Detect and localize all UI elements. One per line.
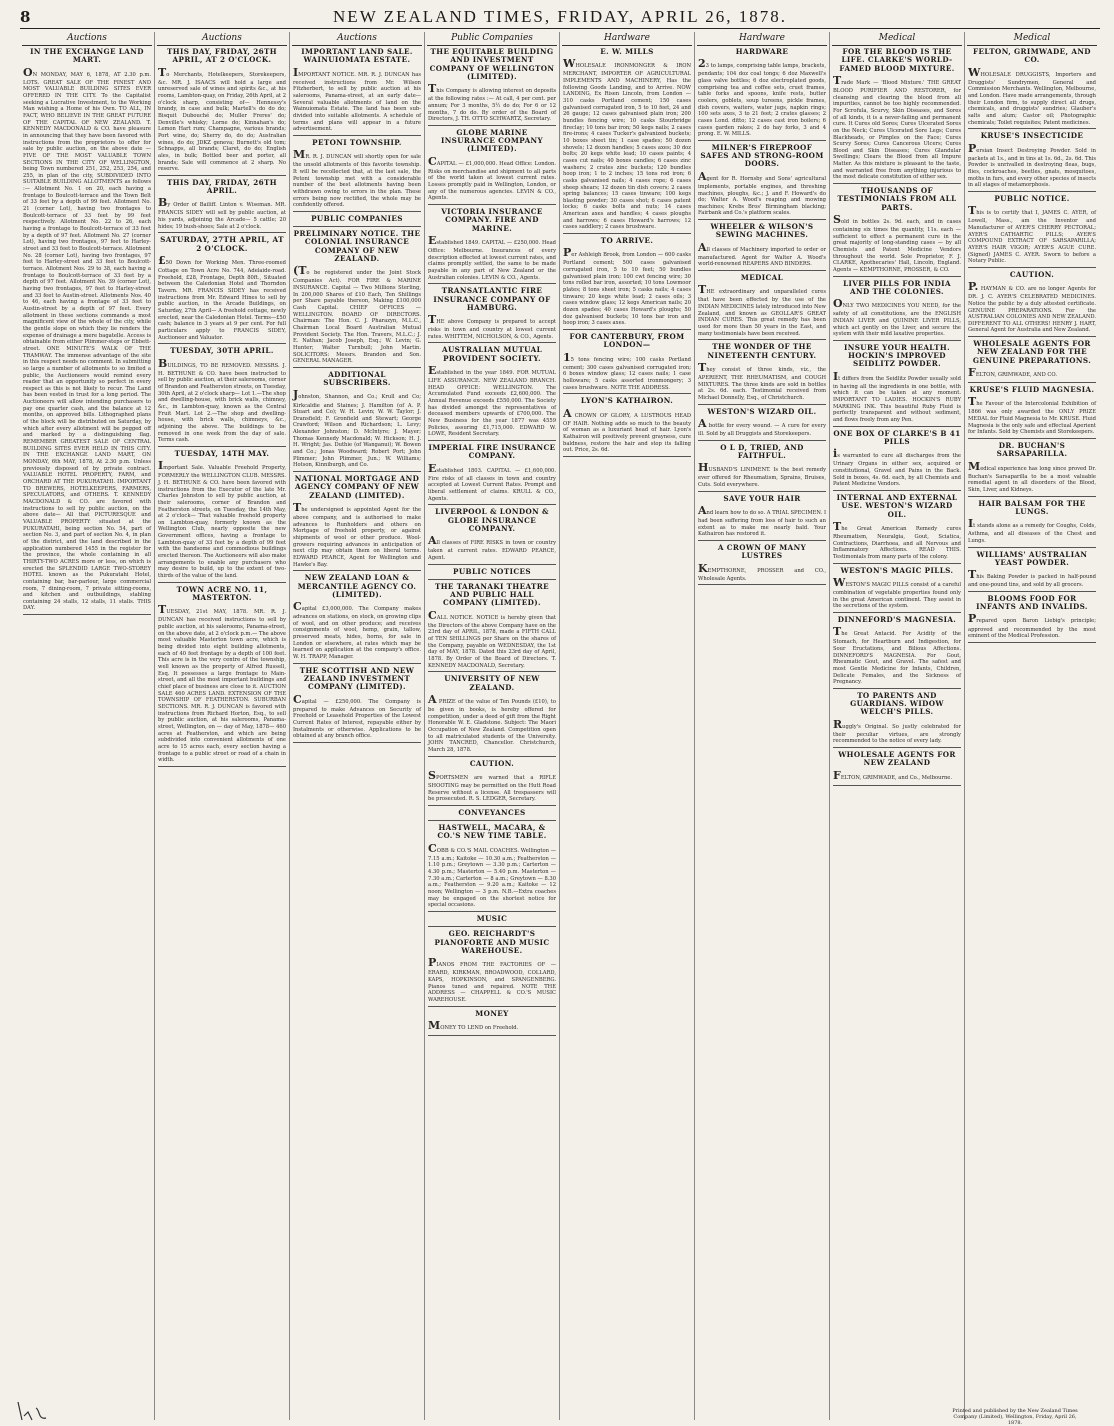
advertisement-body: ON MONDAY, MAY 6, 1878, AT 2.30 p.m. LOTS. GREAT SALE OF THE FINEST AND MOST VALUABLE BUILDING SITES EVER OFFERED IN THE CITY. To the Capitalist seeking a Lucrative Investment, to the Working Man wishing a Home of his Own. TO ALL, IN FACT, WHO BELIEVE IN THE GREAT FUTURE OF THE CAPITAL OF NEW ZEALAND. T. KENNEDY MACDONALD & CO. have pleasure in announcing that they have been favored with instructions from the proprietors to offer for sale by public auction, on the above date — FIVE OF THE MOST VALUABLE TOWN SECTIONS IN THE CITY OF WELLINGTON, being Town numbered 251, 252, 253, 254, and 255, in plan of the city, SUBDIVIDED INTO SUITABLE BUILDING ALLOTMENTS as follows :— Allotment No. 1 on 20, each having a frontage to Boulcott-terrace and the Town Belt of 33 feet by a depth of 99 feet. Allotment No. 21 (corner Lot), having two frontages to Boulcott-terrace of 33 feet by 99 feet respectively. Allotment No. 22 to 26, each having a frontage to Boulcott-terrace of 33 feet by a depth of 97 feet. Allotment No. 27 (corner Lot), having two frontages, 97 feet to Harley-street and 33 feet to Boulcott-terrace. Allotment No. 28 (corner Lot), having two frontages, 97 feet to Harley-street and 33 feet to Boulcott-terrace. Allotment Nos. 29 to 38, each having a frontage to Boulcott-terrace of 33 feet by a depth of 97 feet. Allotment No. 39 (corner Lot), having two frontages, 97 feet to Harley-street and 33 feet to Austin-street. Allotments Nos. 40 to 46, each having a frontage of 33 feet to Austin-street by a depth of 97 feet. Every allotment in these sections commands a most magnificent view of the whole of the city, while the gentle slope on which they lie renders the expense of drainage a mere bagatelle. Access is obtainable from either Plimmer-steps or Ebbett-street. ONE MINUTE'S WALK OF THE TRAMWAY. The immense advantage of the site in this respect needs no comment. In submitting so large a number of allotments to so limited a public, the Auctioneers would remind every reader that an opportunity so perfect in every respect as this is not likely to recur. The Land has been vested in trust for a long period. The Auctioneers will allow intending purchasers to pay one quarter cash, and the balance at 12 months, on approved bills. Lithographed plans of the block will be distributed on Saturday, by which after every allotment will be pegged off and marked by a distinguishing flag. REMEMBER GREATEST SALE OF CENTRAL BUILDING SITES EVER HELD IN THIS CITY. IN THE EXCHANGE LAND MART, ON MONDAY, 6th MAY, 1878, At 2.30 p.m. Unless previously disposed of by private contract. VALUABLE HOTEL PROPERTY, FARM, and ORCHARD AT THE PUKURATAHI. IMPORTANT TO BREWERS, HOTELKEEPERS, FARMERS, SPECULATORS, and OTHERS. T. KENNEDY MACDONALD & CO. are favored with instructions to sell by public auction, on the above date— All that PICTURESQUE and VALUABLE PROPERTY situated at the PUKURATAHI, being section No. 54, part of section No. 3, and part of section No. 4, in plan of the district, and the land described in the application numbered 1455 in the register for the province, the whole containing in all THIRTY-TWO ACRES more or less, on which is erected the SPLENDID LARGE TWO-STOREY HOTEL known as the Pukuratahi Hotel, containing bar, bar-parlour, large commercial room, 7 dining-room, 7 private sitting-rooms, and kitchen and outbuildings, stabling containing 24 stalls, 12 stalls, 11 stalls. THIS DAY. [23,65,151,612]
column-heading: Auctions [157,32,287,46]
advertisement-title: TUESDAY, 14TH MAY. [174,448,270,458]
imprint: Printed and published by the New Zealand Times Company (Limited), Wellington, Friday, April 26, 1878. [952,1408,1078,1426]
advertisement-body: KEMPTHORNE, PROSSER and CO., Wholesale Agents. [698,561,826,582]
advertisement-title: LIVER PILLS FOR INDIA AND THE COLONIES. [843,278,951,296]
advertisement-body: Established 1849. CAPITAL — £250,000. Head Office: Melbourne. Insurances of every description effected at lowest current rates, and claims promptly settled, the same to be made payable in any part of New Zealand or the Australian colonies. LEVIN & CO., Agents. [428,233,556,281]
advertisement-body: THE above Company is prepared to accept risks in town and country at lowest current rates. WHITTEM, NICHOLSON, & CO., Agents. [428,313,556,340]
advertisement-title: THIS DAY, FRIDAY, 26TH APRIL. [167,177,277,196]
advertisement-title: WHOLESALE AGENTS FOR NEW ZEALAND FOR THE GENUINE PREPARATIONS. [972,339,1092,365]
advertisement [968,500,1096,548]
advertisement-body: COBB & CO.'S MAIL COACHES. Wellington — 7.15 a.m.; Kaitoke — 10.30 a.m.; Featherston — 1.10 p.m.; Greytown — 3.30 p.m.; Carterton — 4.30 p.m.; Masterton — 5.40 p.m. Masterton — 7.30 a.m.; Carterton — 8 a.m.; Greytown — 8.30 a.m.; Featherston — 9.20 a.m.; Kaitoke — 12 noon; Wellington — 3 p.m. N.B.—Extra coaches may be engaged on the shortest notice for special occasions. [428,841,556,909]
advertisement-title: PUBLIC NOTICE. [994,193,1070,203]
advertisement-title: PUBLIC NOTICES [453,566,531,576]
advertisement-body: Sold in bottles 2s. 9d. each, and in cases containing six times the quantity, 11s. each — sufficient to effect a permanent cure in the great majority of long-standing cases — by all Chemists and Patent Medicine Vendors throughout the world. Sole Proprietor, F. J. CLARKE, Apothecaries' Hall, Lincoln, England. Agents — KEMPTHORNE, PROSSER, & CO. [833,212,961,273]
page-number: 8 [20,8,31,26]
advertisement-title: TOWN ACRE NO. 11, MASTERTON. [176,584,268,603]
column-heading: Public Companies [427,32,557,46]
advertisement-title: VICTORIA INSURANCE COMPANY. FIRE AND MARINE. [441,207,543,233]
advertisement-body: Trade Mark — 'Blood Mixture.' THE GREAT BLOOD PURIFIER AND RESTORER, for cleansing and clearing the blood from all impurities, cannot be too highly recommended. For Scrofula, Scurvy, Skin Diseases, and Sores of all kinds, it is a never-failing and permanent cure. It Cures old Sores; Cures Ulcerated Sores on the Neck; Cures Ulcerated Sore Legs; Cures Blackheads, or Pimples on the Face; Cures Scurvy Sores; Cures Cancerous Ulcers; Cures Blood and Skin Diseases; Cures Glandular Swellings; Clears the Blood from all Impure Matter. As this mixture is pleasant to the taste, and warranted free from anything injurious to the most delicate constitution of either sex. [833,73,961,181]
advertisement [698,495,826,541]
advertisement-title: KRUSE'S FLUID MAGNESIA. [969,385,1095,395]
advertisement-body: The Favour of the Intercolonial Exhibition of 1866 was only awarded the ONLY PRIZE MEDAL for Fluid Magnesia to Mr. KRUSE. Fluid Magnesia is the only safe and effectual Aperient for Infants. Sold by Chemists and Storekeepers. [968,395,1096,436]
advertisement [833,280,961,341]
advertisement [968,195,1096,268]
advertisement [833,430,961,491]
advertisement [158,586,286,767]
column-7 [830,32,965,1420]
advertisement-body: £50 Down for Working Men. Three-roomed Cottage on Town Acre No. 744, Adelaide-road. Freehold, £28, Frontage, Depth 80ft., Situated between the Caledonian Hotel and Thorndon Tavern. MR. FRANCIS SIDEY has received instructions from Mr. Edward Hines to sell by public auction, in the Arcade Buildings, on Saturday, 27th April— A freehold cottage, newly erected, near the Caledonian Hotel. Terms—£50 cash; balance in 3 years at 9 per cent. For full particulars apply to FRANCIS SIDEY, Auctioneer and Valuator. [158,254,286,341]
advertisement-title: HARDWARE [735,47,789,56]
advertisement [563,397,691,457]
advertisement [428,48,556,126]
advertisement-title: HAIR BALSAM FOR THE LUNGS. [978,498,1086,516]
advertisement-body: Important Sale. Valuable Freehold Property, FORMERLY the WELLINGTON CLUB. MESSRS. J. H. BETHUNE & CO. have been favored with instructions from the Executor of the late Mr. Charles Johnston to sell by public auction, at their salerooms, corner of Brandon and Featherston streets, on Tuesday, the 14th May, at 2 o'clock— That valuable freehold property on Lambton-quay, formerly known as the Wellington Club, nearly opposite the new Government offices, having a frontage to Lambton-quay of 33 feet by a depth of 99 feet with the handsome and commodious buildings erected thereon. The Auctioneers will also make arrangements to enable any purchasers who may desire to build, up to the extent of two-thirds of the value of the land. [158,459,286,580]
advertisement-body: Established 1803. CAPITAL — £1,600,000. Fire risks of all classes in town and country accepted at Lowest Current Rates. Prompt and liberal settlement of claims. KRULL & CO., Agents. [428,461,556,502]
advertisement-body: 15 tons fencing wire; 100 casks Portland cement; 300 cases galvanised corrugated iron; 6 boxes window glass; 12 cases nails; 1 case holloware; 5 casks assorted ironmongery; 3 cases brushware. NOTE THE ADDRESS. [563,350,691,391]
advertisement-body: HUSBAND'S LINIMENT. Is the best remedy ever offered for Rheumatism, Sprains, Bruises, Cuts. Sold everywhere. [698,461,826,488]
advertisement-body: Capital £3,000,000. The Company makes advances on stations, on stock, on growing clips of wool, and on other produce; and receives consignments of wool, hemp, grain, tallow, preserved meats, hides, horns, for sale in London or elsewhere, at rates which may be learned on application at the company's office. W. H. TRAPP, Manager. [293,600,421,661]
advertisement-title: IN THE EXCHANGE LAND MART. [30,47,144,65]
advertisement-title: MILNER'S FIREPROOF SAFES AND STRONG-ROOM DOORS. [700,142,824,169]
advertisement [698,343,826,404]
advertisement-body: Prepared upon Baron Liebig's principle; approved and recommended by the most eminent of the Medical Profession. [968,612,1096,640]
advertisement-body: The Great American Remedy cures Rheumatism, Neuralgia, Gout, Sciatica, Contractions, Diarrhoea, and all Nervous and Inflammatory Affections. READ THIS. Testimonials from many parts of the colony. [833,519,961,560]
masthead [20,6,1100,29]
advertisement-body: WHOLESALE DRUGGISTS, Importers and Druggists' Sundrymen, General and Commission Merchants. Wellington, Melbourne, and London. Have made arrangements, through their London firm, to supply direct all drugs, chemicals, and druggists' sundries; Glauber's salts and alum; Castor oil; Photographic chemicals; Toilet requisites; Patent medicines. [968,65,1096,126]
advertisement-title: KRUSE'S INSECTICIDE [980,131,1084,141]
column-3 [290,32,425,1420]
advertisement [158,236,286,344]
advertisement-title: AUSTRALIAN MUTUAL PROVIDENT SOCIETY. [441,345,543,363]
advertisement-body: MR. R. J. DUNCAN will shortly open for sale the unsold allotments of this favorite township. It will be recollected that, at the last sale, the Petoni township met with a considerable number of the best allotments having been withdrawn owing to errors in the plan. These errors being now rectified, the whole may be confidently offered. [293,148,421,209]
advertisement-body: This Company is allowing interest on deposits at the following rates :— At call, 4 per cent. per annum; For 3 months, 5½ do do; For 6 or 12 months, 7 do do. By order of the Board of Directors, J. TH. OTTO SCHWARTZ, Secretary. [428,82,556,123]
advertisement-title: PUBLIC COMPANIES [311,213,403,223]
advertisement-body: (To be registered under the Joint Stock Companies Act). FOR FIRE & MARINE INSURANCE. Capital — Two Millions Sterling, In 200,000 Shares of £10 Each, Ten Shillings per Share payable thereon, Making £100,000 Cash Capital. CHIEF OFFICES — WELLINGTON. BOARD OF DIRECTORS. Chairman: The Hon. C. J. Pharazyn, M.L.C., Chairman Local Board Australian Mutual Provident Society. The Hon. Travers, M.L.C.; J. E. Nathan; Jacob Joseph, Esq.; W. Levin; G. Hunter; Walter Turnbull; John Martin. SOLICITORS: Messrs. Brandon and Son. GENERAL MANAGER. [293,264,421,365]
advertisement-title: A CROWN OF MANY LUSTRES [717,542,807,561]
advertisement [563,48,691,234]
advertisement-title: PETONI TOWNSHIP. [312,137,402,147]
advertisement [698,223,826,271]
advertisement-body: CALL NOTICE. NOTICE is hereby given that the Directors of the above Company have on the 23rd day of APRIL, 1878, made a FIFTH CALL of TEN SHILLINGS per Share on the shares of the Company, payable on WEDNESDAY, the 1st day of MAY, 1878. Dated this 23rd day of April, 1878. By Order of the Board of Directors. T. KENNEDY MACDONALD, Secretary. [428,608,556,669]
advertisement-body: Established in the year 1849. FOR MUTUAL LIFE ASSURANCE. NEW ZEALAND BRANCH. HEAD OFFICE: WELLINGTON. The Accumulated Fund exceeds £2,600,000. The Annual Revenue exceeds £550,000. The Society has divided amongst the representatives of deceased members upwards of £700,000. The New Business for the year 1877 was 4559 Policies, assuring £1,715,000. EDWARD W. LOWE, Resident Secretary. [428,364,556,438]
advertisement-body: Agent for R. Hornsby and Sons' agricultural implements, portable engines, and threshing machines, ploughs, &c.; J. and F. Howard's do do; Walter A. Wood's reaping and mowing machines; Krebs Bros' Birmingham blacking; Fairbank and Co.'s platform scales. [698,169,826,217]
advertisement-title: HASTWELL, MACARA, & CO.'S NEW TIME TABLE. [437,823,547,841]
advertisement-title: UNIVERSITY OF NEW ZEALAND. [444,674,540,692]
advertisement [428,675,556,756]
advertisement [428,809,556,821]
advertisement-body: THE extraordinary and unparalleled cures that have been effected by the use of the INDIAN MEDICINES lately introduced into New Zealand, and known as GEOLLAR'S GREAT INDIAN CURES. This great remedy has been used for more than 50 years in the East, and many testimonials have been received. [698,283,826,337]
advertisement [968,132,1096,192]
column-6 [695,32,830,1420]
advertisement-body: FELTON, GRIMWADE, AND CO. [968,365,1057,379]
advertisement [293,215,421,227]
advertisement-body: The Great Antacid. For Acidity of the Stomach, for Heartburn and Indigestion, for Sour Eructations, and Bilious Affections. DINNEFORD'S MAGNESIA. For Gout, Rheumatic Gout, and Gravel. The safest and most Gentle Medicine for Infants, Children, Delicate Females, and the Sickness of Pregnancy. [833,625,961,686]
column-heading: Auctions [292,32,422,46]
advertisement [293,139,421,212]
handwritten-mark-icon [14,1398,54,1424]
advertisement-body: Medical experience has long since proved Dr. Buchan's Sarsaparilla to be a most valuable remedial agent in all disorders of the Blood, Skin, Liver, and Kidneys. [968,459,1096,493]
advertisement-body: A CROWN OF GLORY, A LUSTROUS HEAD OF HAIR. Nothing adds so much to the beauty of woman as a luxuriant head of hair. Lyon's Kathairon will positively prevent grayness, cure baldness, restore the hair and stop its falling out. Price, 2s. 6d. [563,406,691,454]
advertisement-title: FOR CANTERBURY, FROM LONDON— [569,332,685,350]
advertisement [428,508,556,564]
advertisement-title: CAUTION. [469,758,515,768]
advertisement-title: LYON'S KATHAIRON. [580,396,674,406]
advertisement-title: FOR THE BLOOD IS THE LIFE. CLARKE'S WORLD-FAMED BLOOD MIXTURE. [839,47,955,73]
advertisement-body: SPORTSMEN are warned that a RIFLE SHOOTING may be permitted on the Hutt Road Reserve without a license. All trespassers will be prosecuted. R. S. LEDGER, Secretary. [428,768,556,803]
advertisement [23,48,151,615]
advertisement-body: PIANOS FROM THE FACTORIES OF — ERARD, KIRKMAN, BROADWOOD, COLLARD, KAPS, HOPKINSON, and SPANGENBERG. Pianos tuned and repaired. NOTE THE ADDRESS — CHAPPELL & CO.'S MUSIC WAREHOUSE. [428,956,556,1003]
advertisement [428,129,556,205]
advertisement-body: WESTON'S MAGIC PILLS consist of a careful combination of vegetable properties found only in the great American continent. They assist in the secretions of the system. [833,575,961,610]
advertisement [833,187,961,277]
advertisement-body: BUILDINGS, TO BE REMOVED. MESSRS. J. H. BETHUNE & CO. have been instructed to sell by public auction, at their salerooms, corner of Brandon and Featherston streets, on Tuesday, 30th April, at 2 o'clock sharp— Lot 1.—The shop and dwelling-house, with brick walls, chimney, &c., in Lambton-quay, known as the Central Fruit Mart. Lot 2.—The shop and dwelling-house, with brick walls, chimneys, &c., adjoining the above. The buildings to be removed in one week from the day of sale. Terms cash. [158,356,286,444]
column-heading: Hardware [697,32,827,46]
column-heading: Medical [967,32,1097,46]
advertisement-title: BLOOMS FOOD FOR INFANTS AND INVALIDS. [976,593,1088,612]
column-5 [560,32,695,1420]
advertisement-body: To Merchants, Hotelkeepers, Storekeepers, &c. MR. J. ISAACS will hold a large and unreserved sale of wines and spirits &c., at his rooms, Lambton-quay, on Friday, 26th April, at 2 o'clock sharp, consisting of— Hennessy's brandy, in case and bulk; Martell's do do do; Bisquit Dubouché do; Muller Freres' do; Denville's whisky; Lorne do; Kinnahan's do; Lemon Hart rum; Champagne, various brands; Port wine, do; Sherry do, do do; Australian wines, do do; JDKZ geneva; Burnett's old tom; Schnapps, all brands; Claret, do do; English ales, in bulk; Bottled beer and porter, all brands; Sale will commence at 2 sharp. No reserve. [158,65,286,173]
advertisement-title: THE SCOTTISH AND NEW ZEALAND INVESTMENT COMPANY (LIMITED). [299,665,415,692]
advertisement [293,230,421,368]
advertisement-body: Per Ashleigh Brook, from London — 600 casks Portland cement; 500 cases galvanised corrugated iron, 5 to 10 feet; 50 bundles galvanised plain iron; 100 cwt fencing wire; 30 tons rolled bar iron, assorted; 10 tons Lowmoor plates; 8 tons sheet iron; 5 casks nails; 4 cases tinware; 20 kegs white lead; 2 cases oils; 3 cases window glass; 12 kegs American nails; 20 dozen spades; 40 cases Howard's ploughs; 50 doz galvanised buckets; 10 tons bar iron and hoop iron; 3 cases axes. [563,246,691,327]
advertisement-body: And learn how to do so. A TRIAL SPECIMEN. I had been suffering from loss of hair to such an extent as to make me nearly bald. Your Kathairon has restored it. [698,503,826,538]
advertisement-title: THE WONDER OF THE NINETEENTH CENTURY. [707,342,817,360]
advertisement [833,692,961,748]
advertisement [428,346,556,441]
advertisement-columns [20,32,1100,1420]
advertisement-body: WHOLESALE IRONMONGER & IRON MERCHANT, IMPORTER OF AGRICULTURAL IMPLEMENTS AND MACHINERY, Has the following Goods Landing, and to Arrive. NOW LANDING, Ex Risen Lincoln, from London — 310 casks Portland cement; 150 cases galvanised corrugated iron, 5 to 10 feet, 24 and 26 gauge; 12 cases galvanised plain iron; 200 bundles fencing wire; 10 casks Stourbridge fireclay; 10 tons bar iron; 50 kegs nails; 2 cases fire-irons; 4 cases Tucker's galvanized buckets; 10 boxes sheet tin; 1 case spades; 50 dozen shovels; 12 dozen handles; 5 cases axes; 30 doz bolts; 20 kegs white lead; 10 cases paints; 4 cases cut nails; 40 boxes candles; 6 cases zinc washers; 2 crates zinc buckets; 120 bundles hoop iron; 1 to 2 inches; 15 tons rod iron; 6 casks galvanised nails; 4 cases rope; 6 cases sheep shears; 12 dozen tin dish covers; 2 cases spring balances; 15 cases tinware; 100 kegs blasting powder; 30 cases shot; 6 cases patent locks; 6 casks bolts and nuts; 14 cases American axes and handles; 4 cases ploughs and harrows; 6 cases Howard's harrows; 12 cases saddlery; 2 cases brushware. [563,57,691,231]
column-2 [155,32,290,1420]
advertisement-body: All classes of FIRE RISKS in town or country taken at current rates. EDWARD PEARCE, Agent. [428,534,556,561]
advertisement-title: THE TARANAKI THEATRE AND PUBLIC HALL COMPANY (LIMITED). [434,581,550,608]
advertisement [698,444,826,492]
advertisement-body: P. HAYMAN & CO. are no longer Agents for DR. J. C. AYER'S CELEBRATED MEDICINES. Notice the public by a duly attested certificate. GENUINE PREPARATIONS. For the AUSTRALIAN COLONIES AND NEW ZEALAND. DIFFERENT TO ALL OTHERS! HENRY J. HART, General Agent for Australia and New Zealand. [968,280,1096,334]
advertisement [968,551,1096,592]
advertisement-body: A PRIZE of the value of Ten Pounds (£10), to be given in books, is hereby offered for competition, under a deed of gift from the Right Honorable W. E. Gladstone. Subject: The Maori Occupation of New Zealand. Competition open to all matriculated students of the University. JOHN TANCRED, Chancellor. Christchurch, March 28, 1878. [428,692,556,753]
advertisement-title: WHEELER & WILSON'S SEWING MACHINES. [710,222,814,240]
advertisement [428,915,556,927]
advertisement-title: E. W. MILLS [600,47,654,56]
advertisement [428,1010,556,1036]
advertisement-title: THIS DAY, FRIDAY, 26TH APRIL, AT 2 O'CLOCK. [167,47,277,65]
advertisement [293,667,421,743]
advertisement-title: MUSIC [476,914,508,924]
advertisement-title: GLOBE MARINE INSURANCE COMPANY (LIMITED). [440,127,544,154]
advertisement-body: 23 to lamps, comprising table lamps, brackets, pendants; 104 doz coal tongs; 6 doz Maxwell's glass valve bottles; 6 doz electroplated goods, comprising tea and coffee sets, cruet frames, table forks and spoons, knife rests, butter coolers, goblets, soup tureens, pickle frames, dish covers, waiters, water jugs, napkin rings; 100 sets axes, 3 to 21 feet; 2 crates glasses; 2 cases Lond. ditto; 12 cases cast iron boilers; 6 cases garden rakes; 2 do hay forks, 3 and 4 prong. E. W. MILLS. [698,57,826,138]
advertisement [968,48,1096,129]
advertisement [833,48,961,184]
advertisement-title: CAUTION. [1009,269,1055,279]
advertisement [698,274,826,340]
advertisement-title: WILLIAMS' AUSTRALIAN YEAST POWDER. [976,549,1088,567]
advertisement [833,616,961,689]
advertisement-title: SAVE YOUR HAIR [723,493,801,503]
advertisement-title: THE EQUITABLE BUILDING AND INVESTMENT COMPANY OF WELLINGTON (LIMITED). [429,47,555,81]
advertisement [158,48,286,176]
advertisement-body: MONEY TO LEND on Freehold. [428,1018,519,1032]
advertisement-title: DINNEFORD'S MAGNESIA. [837,614,957,624]
advertisement [698,48,826,141]
newspaper-title: NEW ZEALAND TIMES, FRIDAY, APRIL 26, 1878. [333,7,787,26]
advertisement-body: IMPORTANT NOTICE. MR. R. J. DUNCAN has received instructions from Mr. Wilson Fitzherbert, to sell by public auction at his salerooms, Panama-street, at an early date— Several valuable allotments of land on the Wainuiomata Estate. The land has been sub-divided into suitable allotments. A schedule of terms and plans will appear in a future advertisement. [293,65,421,133]
advertisement-body: is warranted to cure all discharges from the Urinary Organs in either sex, acquired or constitutional, Gravel and Pains in the Back. Sold in boxes, 4s. 6d. each, by all Chemists and Patent Medicine Vendors. [833,447,961,488]
advertisement [833,344,961,427]
advertisement-title: TO PARENTS AND GUARDIANS. WIDOW WELCH'S PILLS. [850,690,944,717]
advertisement-title: O L D, TRIED, AND FAITHFUL. [720,442,804,460]
advertisement-body: It stands alone as a remedy for Coughs, Colds, Asthma, and all diseases of the Chest and Lungs. [968,517,1096,544]
advertisement-body: A bottle for every wound. — A cure for every ill. Sold by all Druggists and Storekeepers. [698,416,826,437]
advertisement-body: They consist of three kinds, viz., the APERIENT, THE RHEUMATISM, and COUGH MIXTURES. The three kinds are sold in bottles at 2s. 6d. each. Testimonial received from Michael Donnelly, Esq., of Christchurch. [698,360,826,401]
advertisement [293,371,421,472]
column-heading: Hardware [562,32,692,46]
advertisement-title: TUESDAY, 30TH APRIL. [170,346,274,356]
advertisement [428,208,556,284]
advertisement-title: MEDICAL [740,273,784,283]
advertisement-body: By Order of Bailiff. Linton v. Wiseman. MR. FRANCIS SIDEY will sell by public auction, at his yards, adjoining the Arcade— 5 cattle; 20 hides; 19 bush-shoes; Sale at 2 o'clock. [158,196,286,230]
advertisement [428,444,556,505]
advertisement-title: WESTON'S MAGIC PILLS. [840,565,954,575]
advertisement [428,824,556,912]
advertisement-body: Persian Insect Destroying Powder. Sold in packets at 1s., and in tins at 1s. 6d., 2s. 6d. This Powder is unrivalled in destroying fleas, bugs, flies, cockroaches, beetles, gnats, mosquitoes, moths in furs, and every other species of insects in all stages of metamorphosis. [968,141,1096,189]
advertisement-body: All classes of Machinery imported to order or manufactured. Agent for Walter A. Wood's world-renowned REAPERS AND BINDERS. [698,240,826,268]
advertisement-body: FELTON, GRIMWADE, and Co., Melbourne. [833,768,953,782]
advertisement [293,475,421,571]
advertisement [158,347,286,447]
advertisement-title: INSURE YOUR HEALTH. HOCKIN'S IMPROVED SEIDLITZ POWDER. [843,342,951,369]
advertisement-title: DR. BUCHAN'S SARSAPARILLA. [996,441,1068,459]
advertisement-title: FELTON, GRIMWADE, AND CO. [973,47,1091,65]
advertisement [428,287,556,343]
advertisement-body: Johnston, Shannon, and Co.; Krull and Co; Kirkcaldie and Staines; J. Hamilton (of A. P. Stuart and Co); W. H. Levin; W. W. Taylor; J. Dransfield; F. Gronfield and Stewart; George Crawford; Wilson and Richardson; L. Levy; Alexander Johnston; D. McIntyre; J. Mayer; Thomas Kennedy Macdonald; W. Hickson; H. J. H. Wright; Jas. Duthie (of Wanganui); W. Bowen and Co.; Jonas Woodward; Robert Port; John Plimmer; John Plimmer, Jun.; W. Williams; Hotson, Kinniburgh, and Co. [293,388,421,469]
advertisement-title: INTERNAL AND EXTERNAL USE. WESTON'S WIZARD OIL. [836,493,958,519]
column-heading: Auctions [22,32,152,46]
advertisement-body: CAPITAL — £1,000,000. Head Office: London. Risks on merchandise and shipment to all parts of the world taken at lowest current rates. Losses promptly paid in Wellington, London, or any of the numerous agencies. LEVIN & CO., Agents. [428,154,556,202]
advertisement [428,760,556,806]
advertisement [968,442,1096,497]
advertisement-title: GEO. REICHARDT'S PIANOFORTE AND MUSIC WAREHOUSE. [434,929,550,955]
advertisement [428,930,556,1006]
column-heading: Medical [832,32,962,46]
advertisement [968,340,1096,383]
advertisement [833,494,961,564]
advertisement-title: ADDITIONAL SUBSCRIBERS. [323,369,391,388]
advertisement-title: ONE BOX OF CLARKE'S B 41 PILLS [833,428,961,447]
advertisement-title: PRELIMINARY NOTICE. THE COLONIAL INSURANCE COMPANY OF NEW ZEALAND. [293,229,421,263]
column-1 [20,32,155,1420]
advertisement [698,144,826,220]
advertisement-title: WESTON'S WIZARD OIL. [707,406,817,416]
advertisement-title: IMPORTANT LAND SALE. WAINUIOMATA ESTATE. [301,47,413,65]
advertisement [158,179,286,234]
column-4 [425,32,560,1420]
advertisement-body: It differs from the Seidlitz Powder usually sold in having all the ingredients in one bottle, with which it can be taken at any moment. IMPORTANT TO LADIES. HOCKIN'S RUBY MARKING INK. This beautiful Ruby Fluid is perfectly transparent and without sediment, and flows freely from any Pen. [833,369,961,424]
advertisement-body: This is to certify that I, JAMES C. AYER, of Lowell, Mass., am the Inventor and Manufacturer of AYER'S CHERRY PECTORAL; AYER'S CATHARTIC PILLS; AYER'S COMPOUND EXTRACT OF SARSAPARILLA; AYER'S HAIR VIGOR; AYER'S AGUE CURE. (Signed) JAMES C. AYER. Sworn to before a Notary Public. [968,204,1096,265]
advertisement [158,450,286,583]
advertisement-title: WHOLESALE AGENTS FOR NEW ZEALAND [838,750,956,768]
advertisement [563,237,691,330]
advertisement-title: NEW ZEALAND LOAN & MERCANTILE AGENCY CO. (LIMITED). [297,573,417,599]
column-8 [965,32,1099,1420]
advertisement [428,583,556,673]
advertisement-body: ONLY TWO MEDICINES YOU NEED, for the safety of all constitutions, are the ENGLISH INDIAN LIVER and QUININE LIVER PILLS, which act gently on the Liver, and secure the system with their mild laxative properties. [833,297,961,338]
advertisement [968,386,1096,439]
advertisement-title: SATURDAY, 27TH APRIL, AT 2 O'CLOCK. [160,235,284,253]
advertisement-title: NATIONAL MORTGAGE AND AGENCY COMPANY OF NEW ZEALAND (LIMITED). [294,474,420,500]
advertisement-body: TUESDAY, 21st MAY, 1878. MR. R. J. DUNCAN has received instructions to sell by public auction, at his salerooms, Panama-street, on the above date, at 2 o'clock p.m.— The above most valuable Masterton town acre, which is being divided into eight building allotments, each of 40 feet frontage by a depth of 100 feet. This acre is in the very centre of the township, well known as the property of Alfred Russell, Esq. It possesses a large frontage to Main-street, and all the most important buildings and chief place of business are close to it. AUCTION SALE 460 ACRES LAND. EXTENSION OF THE TOWNSHIP OF FEATHERSTON. SUBURBAN SECTIONS. MR. R. J. DUNCAN is favored with instructions from Richard Horton, Esq., to sell by public auction, at his salerooms, Panama-street, Wellington, on — day of May, 1878— 460 acres at Featherston, and which are being subdivided into convenient allotments of one acre to 15 acres each, every section having a frontage to a public street or road of a chain in width. [158,603,286,764]
advertisement-title: LIVERPOOL & LONDON & GLOBE INSURANCE COMPANY. [435,507,549,533]
advertisement-title: TRANSATLANTIC FIRE INSURANCE COMPANY OF HAMBURG. [433,286,551,312]
advertisement-body: This Baking Powder is packed in half-pound and one-pound tins, and sold by all grocers. [968,568,1096,589]
advertisement-body: Capital — £250,000. The Company is prepared to make Advances on Security of Freehold or Leasehold Properties of the Lowest Current Rates of Interest, repayable either by Instalments or otherwise. Applications to be obtained at any branch office. [293,692,421,740]
advertisement [698,408,826,441]
advertisement-title: CONVEYANCES [458,807,526,817]
advertisement-title: THOUSANDS OF TESTIMONIALS FROM ALL PARTS. [837,186,957,212]
advertisement-title: TO ARRIVE. [600,236,654,246]
advertisement [293,48,421,136]
advertisement [293,574,421,664]
advertisement [563,333,691,394]
advertisement-title: IMPERIAL FIRE INSURANCE COMPANY. [428,443,556,461]
advertisement-body: Ruggly's Original. So justly celebrated for their peculiar virtues, are strongly recommended to the notice of every lady. [833,717,961,745]
advertisement [833,567,961,613]
advertisement [968,271,1096,337]
advertisement-body: The undersigned is appointed Agent for the above company, and is authorised to make advances to Runholders and others on Mortgage of freehold property, or against shipments of wool or other produce. Wool-growers requiring advances in anticipation of next clip may obtain them on liberal terms. EDWARD PEARCE, Agent for Wellington and Hawke's Bay. [293,500,421,568]
advertisement [833,751,961,786]
advertisement [698,544,826,585]
advertisement [428,568,556,580]
advertisement [968,595,1096,643]
advertisement-title: MONEY [475,1008,509,1018]
